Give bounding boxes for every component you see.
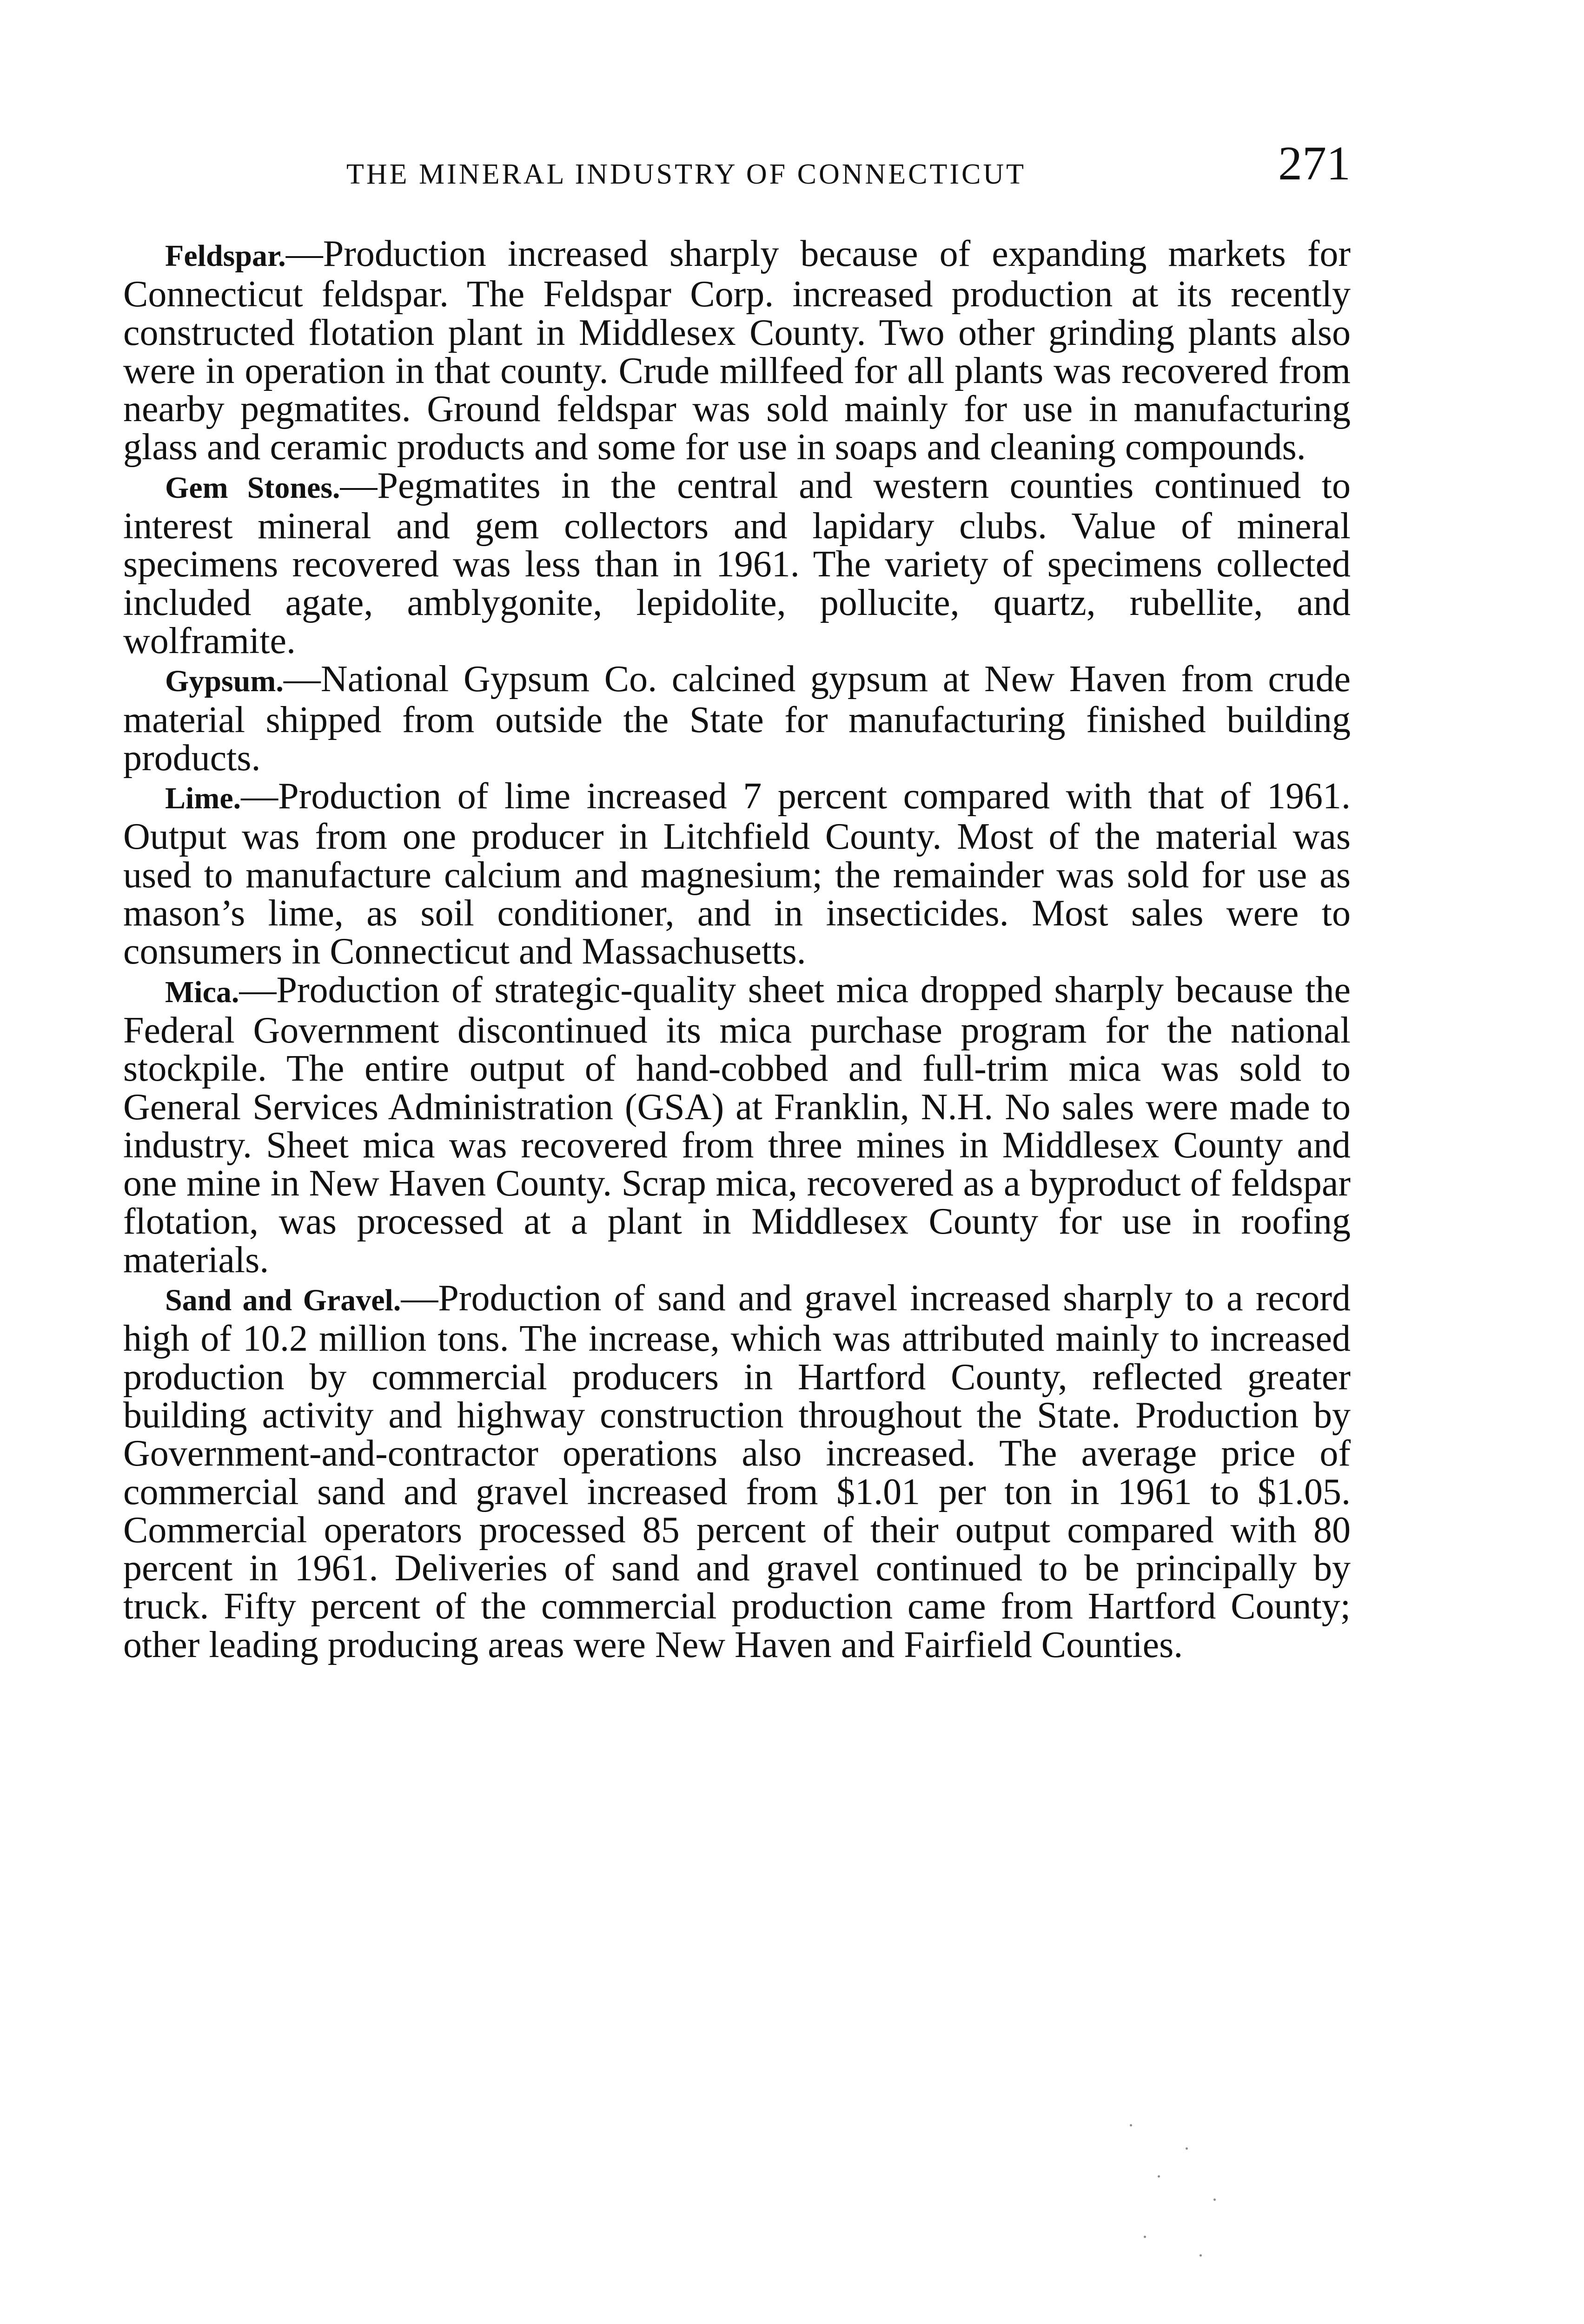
- scan-speck: [1158, 2175, 1160, 2178]
- paragraph-text: —Production of lime increased 7 percent compared with that of 1961. Output was from one producer in Litchfield County. Most of the material was used to manufacture calcium and magnesium; the remainder was sold for use as mason’s lime, as soil conditioner, and in insecticides. Most sales were to consumers in Connecticut and Massachusetts.: [123, 776, 1351, 972]
- paragraph-mica: [123, 971, 1351, 1279]
- section-heading: Gypsum.: [165, 664, 284, 699]
- scan-speck: [1200, 2254, 1202, 2257]
- paragraph-gem-stones: [123, 467, 1351, 660]
- paragraph-sand-and-gravel: [123, 1279, 1351, 1664]
- scan-speck: [1144, 2236, 1146, 2238]
- section-heading: Feldspar.: [165, 239, 286, 273]
- paragraph-lime: [123, 777, 1351, 971]
- paragraph-text: —National Gypsum Co. calcined gypsum at New Haven from crude material shipped from outside the State for manufacturing finished building products.: [123, 659, 1351, 779]
- scan-speck: [1186, 2147, 1188, 2150]
- section-heading: Sand and Gravel.: [165, 1283, 401, 1318]
- page-number: 271: [1278, 137, 1351, 190]
- section-heading: Mica.: [165, 975, 239, 1009]
- running-title: THE MINERAL INDUSTRY OF CONNECTICUT: [346, 158, 1027, 190]
- running-head: [123, 139, 1351, 200]
- section-heading: Gem Stones.: [165, 470, 340, 505]
- paragraph-text: —Pegmatites in the central and western counties continued to interest mineral and gem collectors and lapidary clubs. Value of mineral specimens recovered was less than in 1961. The variety of specimens collected included agate, amblygonite, lepidolite, pollucite, quartz, rubellite, and wolframite.: [123, 465, 1351, 661]
- paragraph-feldspar: [123, 235, 1351, 467]
- body-text: [123, 235, 1351, 1664]
- paragraph-gypsum: [123, 660, 1351, 777]
- scan-speck: [1213, 2199, 1216, 2201]
- scan-speck: [1130, 2124, 1132, 2126]
- paragraph-text: —Production increased sharply because of expanding markets for Connecticut feldspar. The Feldspar Corp. increased production at its recently constructed flotation plant in Middlesex County. Two other grinding plants also were in operation in that county. Crude millfeed for all plants was recovered from nearby pegmatites. Ground feldspar was sold mainly for use in manufacturing glass and ceramic products and some for use in soaps and cleaning compounds.: [123, 233, 1351, 468]
- paragraph-text: —Production of sand and gravel increased sharply to a record high of 10.2 million tons. The increase, which was attributed mainly to increased production by commercial producers in Hartford County, reflected greater building activity and highway construction throughout the State. Production by Government-and-contractor operations also increased. The average price of commercial sand and gravel increased from $1.01 per ton in 1961 to $1.05. Commercial operators processed 85 percent of their output compared with 80 percent in 1961. Deliveries of sand and gravel continued to be principally by truck. Fifty percent of the commercial production came from Hartford County; other leading producing areas were New Haven and Fairfield Counties.: [123, 1278, 1351, 1665]
- scan-specks: [1116, 2119, 1237, 2268]
- section-heading: Lime.: [165, 781, 241, 816]
- paragraph-text: —Production of strategic-quality sheet mica dropped sharply because the Federal Government discontinued its mica purchase program for the national stockpile. The entire output of hand-cobbed and full-trim mica was sold to General Services Administration (GSA) at Franklin, N.H. No sales were made to industry. Sheet mica was recovered from three mines in Middlesex County and one mine in New Haven County. Scrap mica, recovered as a byproduct of feldspar flotation, was processed at a plant in Middlesex County for use in roofing materials.: [123, 969, 1351, 1281]
